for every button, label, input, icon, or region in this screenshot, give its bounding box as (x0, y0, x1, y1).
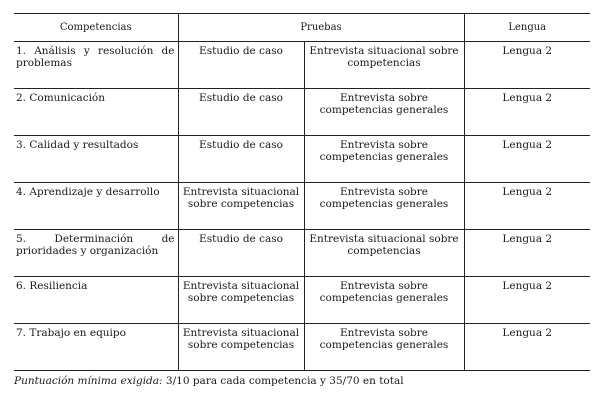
minimum-score-text: 3/10 para cada competencia y 35/70 en total (165, 375, 404, 387)
lengua-cell: Lengua 2 (464, 277, 590, 324)
lengua-cell: Lengua 2 (464, 324, 590, 371)
prueba2-cell: Entrevista sobre competencias generales (304, 136, 464, 183)
prueba2-cell: Entrevista situacional sobre competencias (304, 42, 464, 89)
competencia-cell: 2. Comunicación (14, 89, 178, 136)
prueba1-cell: Entrevista situacional sobre competencias (178, 324, 304, 371)
prueba1-cell: Entrevista situacional sobre competencias (178, 183, 304, 230)
lengua-cell: Lengua 2 (464, 230, 590, 277)
prueba1-cell: Estudio de caso (178, 42, 304, 89)
prueba2-cell: Entrevista sobre competencias generales (304, 89, 464, 136)
table-row (14, 277, 590, 324)
table-row (14, 89, 590, 136)
lengua-cell: Lengua 2 (464, 42, 590, 89)
competencia-cell: 6. Resiliencia (14, 277, 178, 324)
prueba1-cell: Estudio de caso (178, 230, 304, 277)
competencia-cell: 1. Análisis y resolución de problemas (14, 42, 178, 89)
table-row (14, 42, 590, 89)
competencia-cell: 3. Calidad y resultados (14, 136, 178, 183)
lengua-cell: Lengua 2 (464, 89, 590, 136)
prueba1-cell: Entrevista situacional sobre competencias (178, 277, 304, 324)
table-row (14, 183, 590, 230)
minimum-score-note (14, 375, 404, 388)
competencies-table (14, 13, 590, 371)
prueba1-cell: Estudio de caso (178, 136, 304, 183)
competencia-cell: 4. Aprendizaje y desarrollo (14, 183, 178, 230)
table-header-row (14, 14, 590, 42)
prueba2-cell: Entrevista situacional sobre competencias (304, 230, 464, 277)
table-row (14, 230, 590, 277)
competencia-cell: 5. Determinación de prioridades y organización (14, 230, 178, 277)
table-row (14, 136, 590, 183)
header-lengua: Lengua (464, 14, 590, 42)
prueba2-cell: Entrevista sobre competencias generales (304, 183, 464, 230)
header-pruebas: Pruebas (178, 14, 464, 42)
header-competencias: Competencias (14, 14, 178, 42)
prueba2-cell: Entrevista sobre competencias generales (304, 324, 464, 371)
table-row (14, 324, 590, 371)
minimum-score-label: Puntuación mínima exigida: (14, 375, 163, 387)
competencia-cell: 7. Trabajo en equipo (14, 324, 178, 371)
lengua-cell: Lengua 2 (464, 136, 590, 183)
prueba2-cell: Entrevista sobre competencias generales (304, 277, 464, 324)
prueba1-cell: Estudio de caso (178, 89, 304, 136)
lengua-cell: Lengua 2 (464, 183, 590, 230)
